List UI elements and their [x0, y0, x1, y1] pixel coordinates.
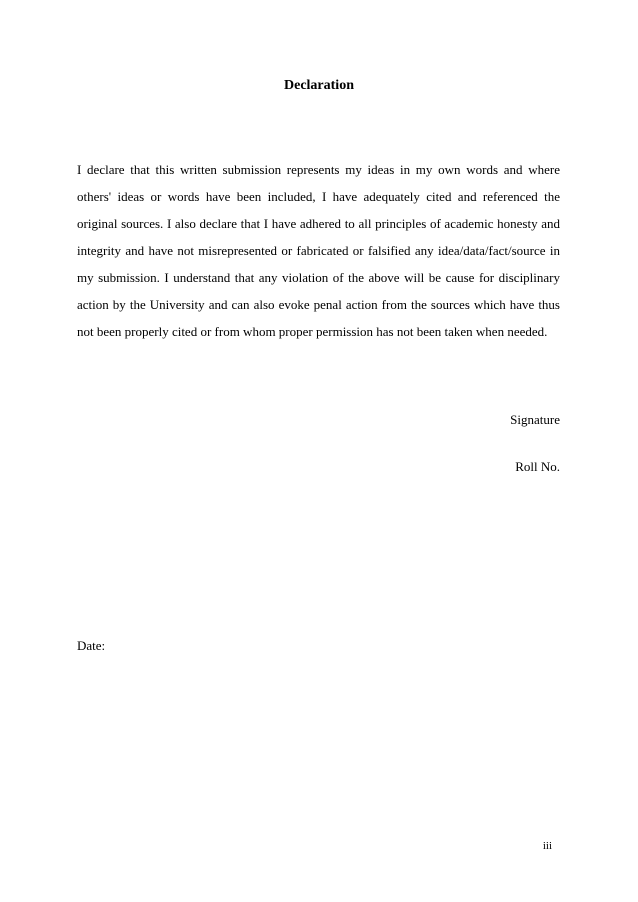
declaration-paragraph: I declare that this written submission represents my ideas in my own words and where others' ideas or words have been included, I have adequately cited and referenced the original sources. I also declare that I have adhered to all principles of academic honesty and integrity and have not misrepresented or fabricated or falsified any idea/data/fact/source in my submission. I understand that any violation of the above will be cause for disciplinary action by the University and can also evoke penal action from the sources which have thus not been properly cited or from whom proper permission has not been taken when needed. — [77, 162, 560, 339]
page-title: Declaration — [284, 78, 354, 93]
roll-number-label: Roll No. — [515, 459, 560, 474]
date-label: Date: — [77, 638, 106, 653]
page-number: iii — [542, 840, 552, 852]
signature-label: Signature — [510, 412, 560, 427]
